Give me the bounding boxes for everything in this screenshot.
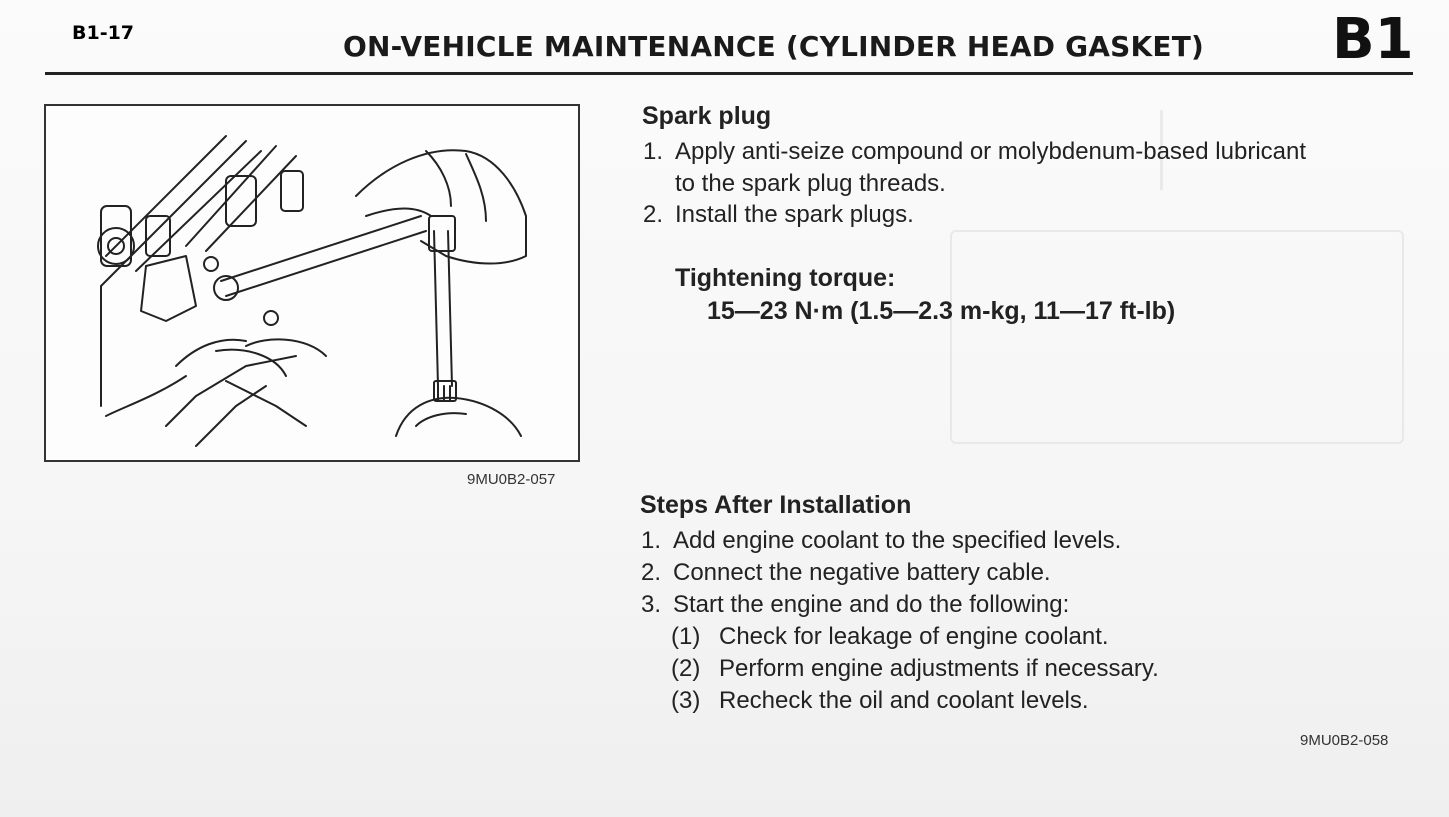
steps-after-heading: Steps After Installation — [640, 491, 912, 519]
step-text: Install the spark plugs. — [675, 201, 914, 228]
step-number: 3. — [641, 591, 662, 618]
step-text: Start the engine and do the following: — [673, 591, 1070, 618]
step-number: 2. — [643, 201, 664, 228]
step-text: Add engine coolant to the specified levels. — [673, 527, 1122, 554]
spark-step-1 — [643, 138, 1306, 166]
substep-text: Recheck the oil and coolant levels. — [719, 687, 1089, 714]
substep-text: Perform engine adjustments if necessary. — [719, 655, 1159, 682]
substep-1 — [671, 623, 1109, 651]
figure-caption-1: 9MU0B2-057 — [467, 471, 556, 488]
spark-step-2 — [643, 201, 914, 229]
step-text: Apply anti-seize compound or molybdenum-based lubricant — [675, 138, 1307, 165]
substep-number: (2) — [671, 655, 701, 682]
wrench-on-spark-plug-drawing — [46, 106, 578, 460]
step-number: 1. — [641, 527, 662, 554]
figure-caption-2: 9MU0B2-058 — [1300, 732, 1389, 749]
header-rule — [45, 72, 1413, 75]
step-number: 2. — [641, 559, 662, 586]
spark-plug-heading: Spark plug — [642, 102, 772, 130]
page-title: ON-VEHICLE MAINTENANCE (CYLINDER HEAD GASKET) — [343, 30, 1205, 63]
substep-2 — [671, 655, 1159, 683]
step-number: 1. — [643, 138, 664, 165]
after-step-2 — [641, 559, 1051, 587]
after-step-3 — [641, 591, 1069, 619]
substep-3 — [671, 687, 1089, 715]
substep-number: (1) — [671, 623, 701, 650]
page-number: B1-17 — [72, 22, 135, 44]
torque-label: Tightening torque: — [675, 264, 896, 292]
after-step-1 — [641, 527, 1121, 555]
section-code: B1 — [1332, 7, 1414, 72]
spark-step-1-continued: to the spark plug threads. — [675, 170, 946, 197]
substep-number: (3) — [671, 687, 701, 714]
substep-text: Check for leakage of engine coolant. — [719, 623, 1109, 650]
spark-plug-illustration — [44, 104, 580, 462]
bleed-through-artifact — [950, 230, 1404, 444]
torque-value: 15—23 N·m (1.5—2.3 m-kg, 11—17 ft-lb) — [707, 297, 1176, 325]
step-text: Connect the negative battery cable. — [673, 559, 1051, 586]
